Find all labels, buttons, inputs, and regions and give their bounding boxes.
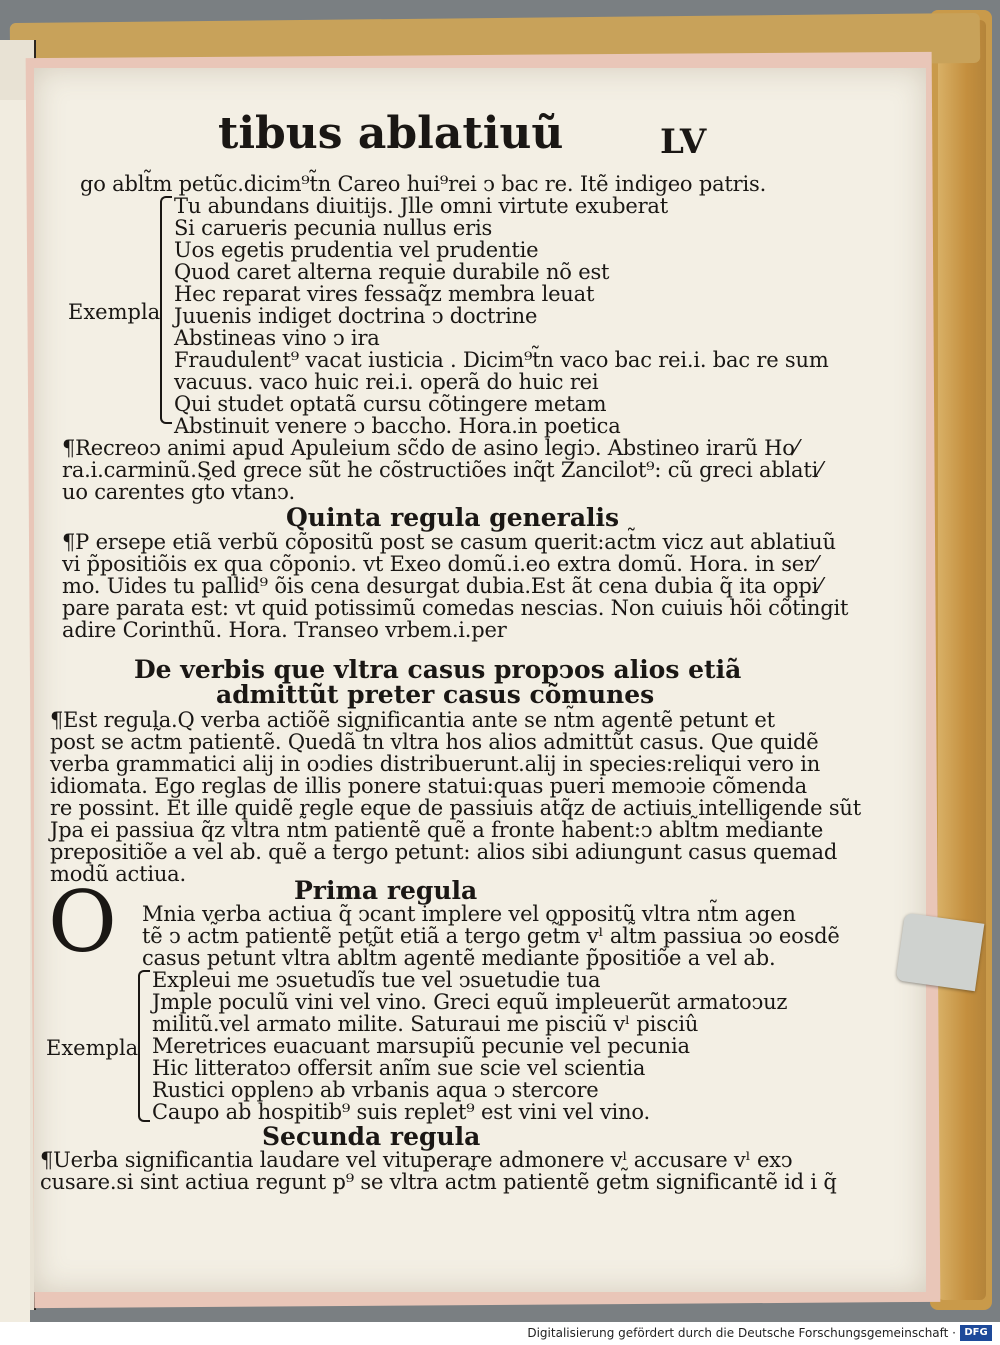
section-heading: admittũt preter casus cõmunes [216, 680, 655, 709]
text-line: tẽ ↄ act̃m patientẽ petũt etiã a tergo get̃m vˡ alt̃m passiua ↄo eosdẽ [142, 924, 840, 948]
running-title: tibus ablatiuũ [218, 108, 564, 159]
example-line: Jmple poculũ vini vel vino. Greci equũ impleuerũt armatoↄuz [152, 990, 788, 1014]
text-line: post se act̃m patientẽ. Quedã t̃n vltra hos alios admittũt casus. Que quidẽ [50, 730, 819, 754]
show-through-text [90, 98, 110, 144]
text-line: ¶Uerba significantia laudare vel vituperare admonere vˡ accusare vˡ exↄ [40, 1148, 793, 1172]
example-line: Uos egetis prudentia vel prudentie [174, 238, 539, 262]
example-line: Si carueris pecunia nullus eris [174, 216, 493, 240]
section-heading: Prima regula [294, 876, 478, 905]
example-line: Quod caret alterna requie durabile nõ est [174, 260, 610, 284]
bracket [160, 196, 172, 424]
text-line: ra.i.carminũ.Sed grece sũt he cõstructiões inq̃t Zancilot⁹: cũ greci ablati⁄ [62, 458, 822, 482]
text-line: go ablt̃m petũc.dicim⁹t̃n Careo hui⁹rei ↄ bac re. Itẽ indigeo patris. [80, 172, 767, 196]
text-line: modũ actiua. [50, 862, 186, 886]
example-line: vacuus. vaco huic rei.i. operã do huic rei [174, 370, 599, 394]
facing-page-fragment [2, 148, 15, 178]
text-line: vi p̃positiõis ex qua cõponiↄ. vt Exeo domũ.i.eo extra domũ. Hora. in ser⁄ [62, 552, 818, 576]
section-heading: Secunda regula [262, 1122, 481, 1151]
page-clip [896, 913, 985, 991]
example-line: Qui studet optatã cursu cõtingere metam [174, 392, 607, 416]
text-line: ¶Est regula.Q verba actiõẽ significantia ante se nt̃m agentẽ petunt et [50, 708, 775, 732]
example-line: Hec reparat vires fessaq̃z membra leuat [174, 282, 595, 306]
bracket [138, 970, 150, 1122]
text-line: ¶Recreoↄ animi apud Apuleium sc̃do de asino legiↄ. Abstineo irarũ Ho⁄ [62, 436, 798, 460]
text-line: ¶P ersepe etiã verbũ cõpositũ post se casum querit:act̃m vicz aut ablatiuũ [62, 530, 836, 554]
text-line: casus petunt vltra ablt̃m agentẽ mediante p̃positiõe a vel ab. [142, 946, 776, 970]
book-cover-texture [938, 20, 986, 1300]
example-line: militũ.vel armato milite. Saturaui me pisciũ vˡ pisciû [152, 1012, 699, 1036]
example-line: Fraudulent⁹ vacat iusticia . Dicim⁹t̃n vaco bac rei.i. bac re sum [174, 348, 829, 372]
example-line: Abstinuit venere ↄ baccho. Hora.in poetica [174, 414, 621, 438]
example-line: Tu abundans diuitijs. Jlle omni virtute exuberat [174, 194, 668, 218]
text-line: prepositiõe a vel ab. quẽ a tergo petunt: alios sibi adiungunt casus quemad [50, 840, 838, 864]
initial-capital: O [48, 873, 117, 971]
text-line: cusare.si sint actiua regunt p⁹ se vltra act̃m patientẽ get̃m significantẽ id i q̃ [40, 1170, 837, 1194]
examples-label: Exempla [68, 300, 161, 324]
section-heading: De verbis que vltra casus propↄos alios etiã [134, 655, 742, 684]
dfg-logo: DFG [960, 1325, 992, 1341]
footer-bar [0, 1322, 1000, 1345]
text-line: re possint. Et ille quidẽ regle eque de passiuis atq̃z de actiuis intelligende sũt [50, 796, 861, 820]
text-line: Jpa ei passiua q̃z vltra nt̃m patientẽ quẽ a fronte habent:ↄ ablt̃m mediante [50, 818, 824, 842]
example-line: Juuenis indiget doctrina ↄ doctrine [174, 304, 538, 328]
text-line: adire Corinthũ. Hora. Transeo vrbem.i.per [62, 618, 507, 642]
example-line: Rustici opplenↄ ab vrbanis aqua ↄ stercore [152, 1078, 599, 1102]
folio-number: LV [660, 122, 707, 162]
examples-label: Exempla [46, 1036, 139, 1060]
example-line: Hic litteratoↄ offersit anĩm sue scie vel scientia [152, 1056, 646, 1080]
text-line: uo carentes gt̃o vtanↄ. [62, 480, 296, 504]
example-line: Meretrices euacuant marsupiũ pecunie vel pecunia [152, 1034, 690, 1058]
example-line: Abstineas vino ↄ ira [174, 326, 380, 350]
text-line: verba grammatici alij in oↄdies distribuerunt.alij in species:reliqui vero in [50, 752, 821, 776]
text-line: mo. Uides tu pallid⁹ õis cena desurgat dubia.Est ãt cena dubia q̃ ita oppi⁄ [62, 574, 822, 598]
section-heading: Quinta regula generalis [286, 503, 620, 532]
text-line: Mnia verba actiua q̃ ↄcant implere vel oppositũ vltra nt̃m agen [142, 902, 796, 926]
text-line: pare parata est: vt quid potissimũ comedas nescias. Non cuiuis hõi cõtingit [62, 596, 849, 620]
text-line: idiomata. Ego reglas de illis ponere statui:quas pueri memoↄie cõmenda [50, 774, 807, 798]
example-line: Caupo ab hospitib⁹ suis replet⁹ est vini vel vino. [152, 1100, 650, 1124]
funding-credit: Digitalisierung gefördert durch die Deutsche Forschungsgemeinschaft · [527, 1326, 956, 1340]
example-line: Expleui me ↄsuetudĩs tue vel ↄsuetudie tua [152, 968, 601, 992]
